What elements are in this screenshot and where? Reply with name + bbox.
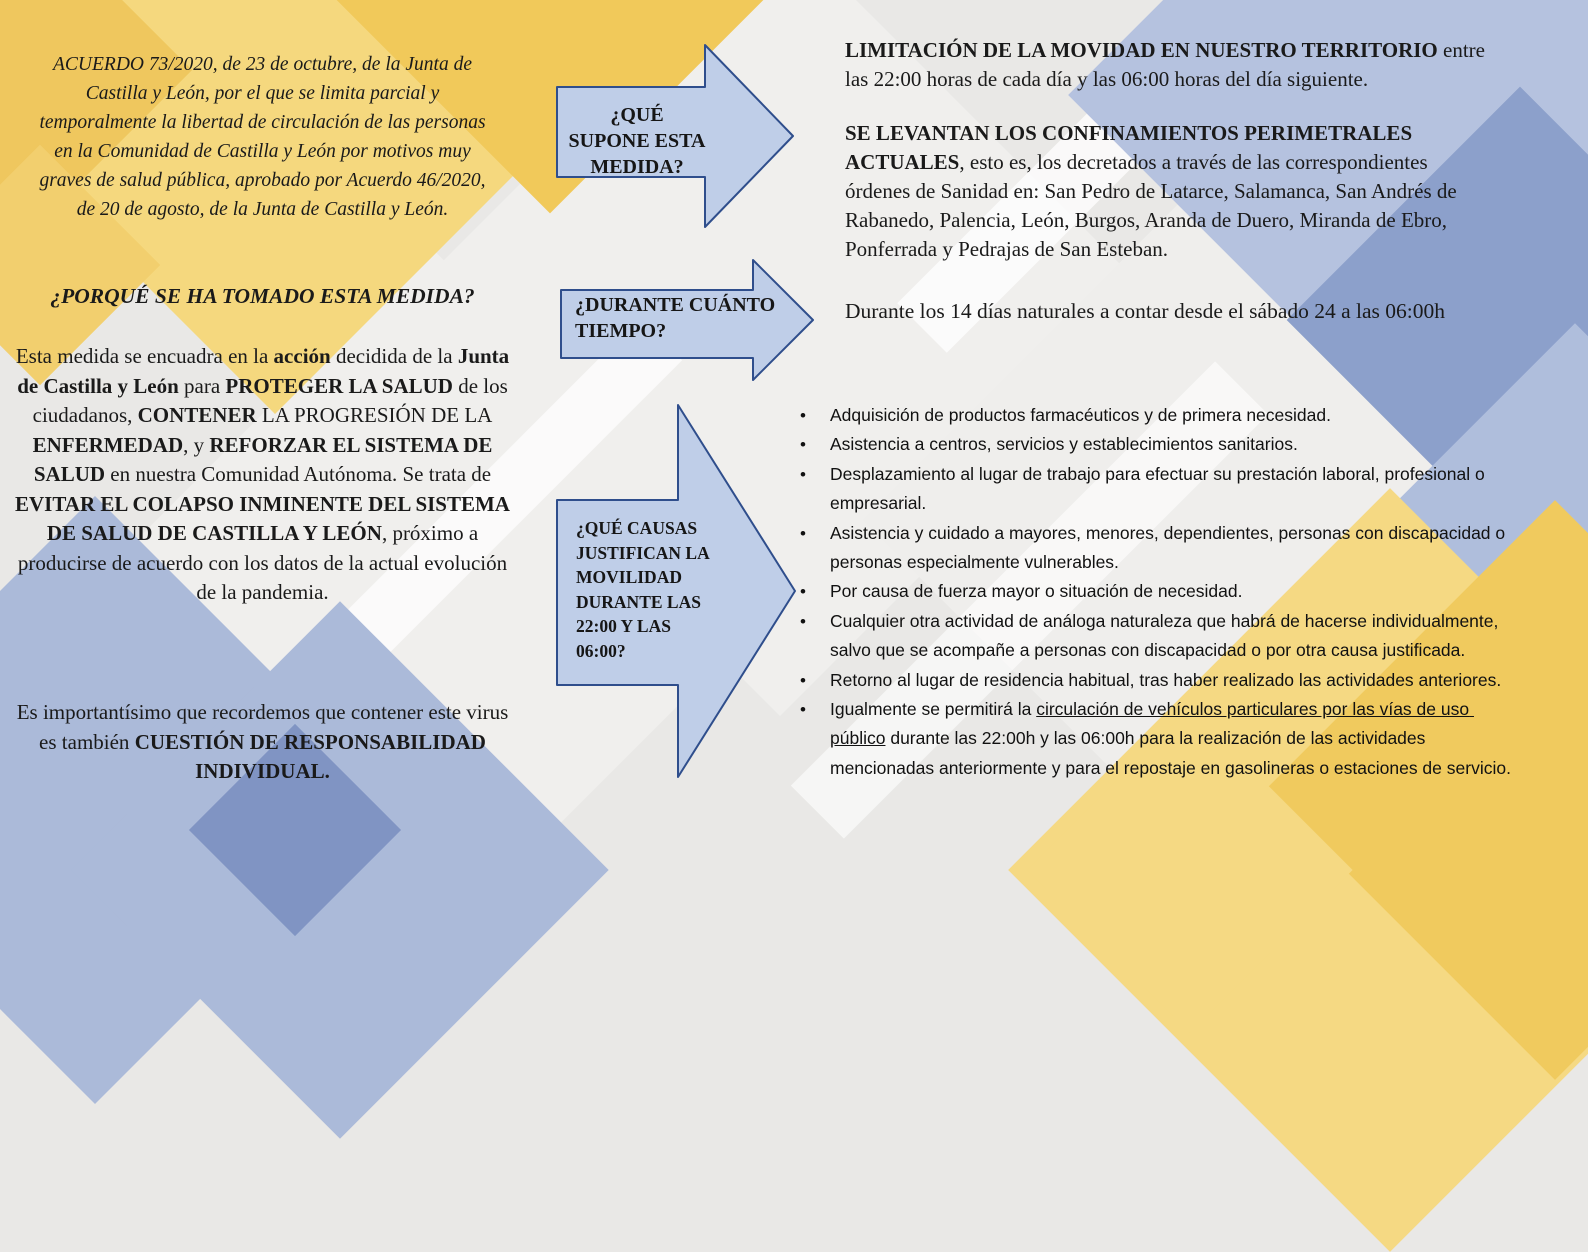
bullet-icon: • [800, 464, 806, 484]
list-item [800, 401, 1526, 430]
bullet-icon: • [800, 435, 806, 455]
causes-bullet-list [800, 401, 1526, 783]
arrow-que-supone [556, 44, 796, 229]
bullet-icon: • [800, 700, 806, 720]
list-item-text: Igualmente se permitirá la circulación de vehículos particulares por las vías de uso público durante las 22:00h y las 06:00h para la realización de las actividades mencionadas anteriormente y para el repostaje en gasolineras o estaciones de servicio. [830, 699, 1511, 778]
list-item-text: Retorno al lugar de residencia habitual, tras haber realizado las actividades anteriores. [830, 669, 1502, 690]
list-item [800, 695, 1526, 783]
mobility-limitation-paragraph: LIMITACIÓN DE LA MOVIDAD EN NUESTRO TERRITORIO entre las 22:00 horas de cada día y las 06:00 horas del día siguiente. [845, 38, 1486, 91]
arrow-label: ¿QUÉ SUPONE ESTA MEDIDA? [568, 104, 706, 178]
bullet-icon: • [800, 582, 806, 602]
duration-answer-text: Durante los 14 días naturales a contar desde el sábado 24 a las 06:00h [845, 299, 1446, 323]
list-item-text: Desplazamiento al lugar de trabajo para efectuar su prestación laboral, profesional o empresarial. [830, 463, 1490, 514]
list-item [800, 430, 1526, 459]
list-item-text: Adquisición de productos farmacéuticos y de primera necesidad. [830, 405, 1331, 425]
list-item [800, 577, 1526, 606]
list-item-text: Asistencia a centros, servicios y establecimientos sanitarios. [830, 434, 1298, 455]
arrow-que-causas [556, 404, 798, 780]
perimeter-confinement-paragraph: SE LEVANTAN LOS CONFINAMIENTOS PERIMETRALES ACTUALES, esto es, los decretados a través de las correspondientes órdenes de Sanidad en: San Pedro de Latarce, Salamanca, San Andrés de Rabanedo, Palencia, León, Burgos, Aranda de Duero, Miranda de Ebro, Ponferrada y Pedrajas de San Esteban. [845, 121, 1457, 261]
list-item-text: Cualquier otra actividad de análoga naturaleza que habrá de hacerse individualmente, salvo que se acompañe a personas con discapacidad o por otra causa justificada. [830, 610, 1504, 661]
arrow-label: ¿QUÉ CAUSAS JUSTIFICAN LA MOVILIDAD DURANTE LAS 22:00 Y LAS 06:00? [576, 518, 709, 661]
bullet-icon: • [800, 670, 806, 690]
list-item-text: Por causa de fuerza mayor o situación de necesidad. [830, 581, 1243, 602]
list-item [800, 519, 1526, 578]
bullet-icon: • [800, 523, 806, 543]
individual-responsibility-paragraph: Es importantísimo que recordemos que contener este virus es también CUESTIÓN DE RESPONSABILIDAD INDIVIDUAL. [16, 700, 509, 783]
arrow-label: ¿DURANTE CUÁNTO TIEMPO? [575, 294, 776, 342]
list-item [800, 666, 1526, 695]
arrow-durante-cuanto [560, 259, 818, 385]
list-item [800, 607, 1526, 666]
acuerdo-intro-text: ACUERDO 73/2020, de 23 de octubre, de la Junta de Castilla y León, por el que se limita parcial y temporalmente la libertad de circulación de las personas en la Comunidad de Castilla y León por motivos muy graves de salud pública, aprobado por Acuerdo 46/2020, de 20 de agosto, de la Junta de Castilla y León. [39, 54, 486, 220]
why-answer-paragraph: Esta medida se encuadra en la acción decidida de la Junta de Castilla y León para PROTEGER LA SALUD de los ciudadanos, CONTENER LA PROGRESIÓN DE LA ENFERMEDAD, y REFORZAR EL SISTEMA DE SALUD en nuestra Comunidad Autónoma. Se trata de EVITAR EL COLAPSO INMINENTE DEL SISTEMA DE SALUD DE CASTILLA Y LEÓN, próximo a producirse de acuerdo con los datos de la actual evolución de la pandemia. [15, 344, 510, 604]
list-item-text: Asistencia y cuidado a mayores, menores, dependientes, personas con discapacidad o personas especialmente vulnerables. [830, 522, 1511, 573]
list-item [800, 460, 1526, 519]
bullet-icon: • [800, 406, 806, 425]
why-question-heading: ¿PORQUÉ SE HA TOMADO ESTA MEDIDA? [50, 284, 475, 308]
bullet-icon: • [800, 611, 806, 631]
